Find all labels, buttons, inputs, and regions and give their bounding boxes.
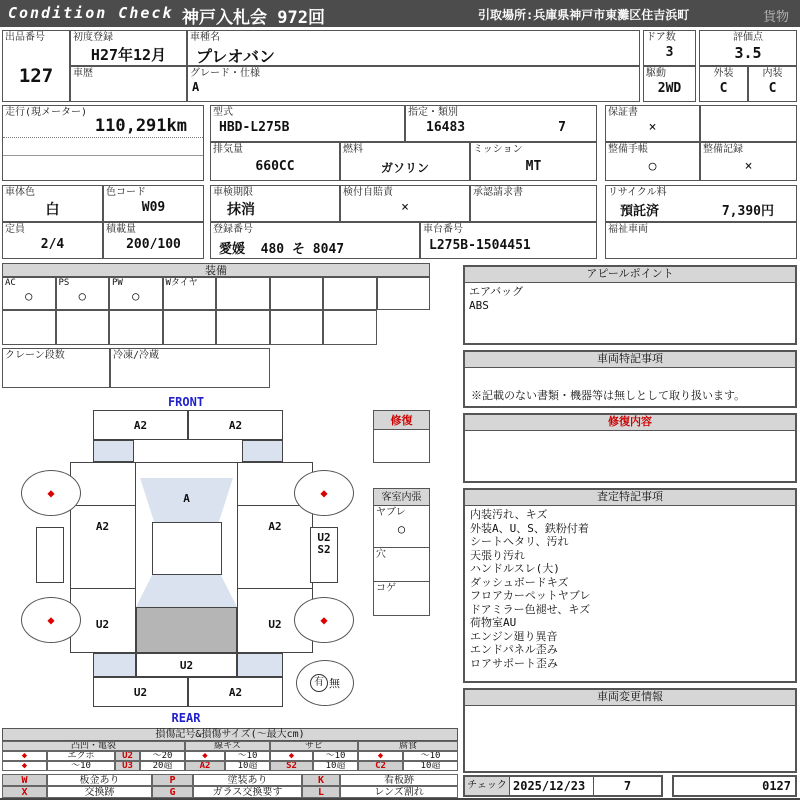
mission-label: ミッション [473,144,523,155]
lot-value: 127 [18,65,54,87]
legend-code-g: G [152,786,193,798]
left-front-panel-label: A2 [95,520,110,533]
assessment-line: ダッシュボードキズ [470,575,569,589]
field-exterior [699,66,748,102]
legend-group-rust: サビ [270,741,358,751]
check-row-box [463,775,663,797]
field-first-reg [70,30,187,66]
field-inspection [210,185,340,222]
field-warranty [605,105,700,142]
legend-r2-code-c2: C2 [358,761,403,771]
assessment-line: フロアカーペットヤブレ [470,589,591,602]
assessment-line: エンジン廻り異音 [470,629,558,643]
legend-r2-size-4: 10超 [313,761,358,771]
legend-code-p: P [152,774,193,786]
interior-row-tear [373,506,430,548]
equipment-ac-label: AC [5,278,16,288]
field-maint-book [605,142,700,181]
field-capacity [2,222,103,259]
assessment-line: シートヘタリ、汚れ [470,535,569,548]
field-mission [470,142,597,181]
rear-bumper-right-panel [188,677,283,707]
history-label: 車歴 [73,68,93,79]
mileage-value: 110,291km [94,116,187,136]
doors-label: ドア数 [646,32,676,43]
legend-desc-k: 看板跡 [340,774,458,786]
wheel-rear-right [294,597,354,643]
equipment-cell-wtire [163,277,217,310]
field-reg-no [210,222,420,259]
maint-record-label: 整備記録 [703,144,743,155]
vehicle-change-header: 車両変更情報 [465,690,795,706]
first-reg-value: H27年12月 [90,46,167,64]
field-model-code [210,105,405,142]
chassis-no-value: L275B-1504451 [429,238,531,253]
insurance-value: × [401,200,409,215]
field-chassis-no [420,222,597,259]
equipment-cell2-3 [109,310,163,345]
reg-no-label: 登録番号 [213,224,253,235]
auction-title: 神戸入札会 972回 [182,8,325,28]
appeal-points-box [463,265,797,345]
legend-r2-code-u3: U3 [115,761,140,771]
assessment-lines [465,506,795,672]
field-displacement [210,142,340,181]
exterior-label: 外装 [713,68,734,79]
legend-r1-size-1: 〜20 [140,751,185,761]
displacement-value: 660CC [255,159,295,174]
right-side-box-line2: S2 [317,543,331,556]
color-code-label: 色コード [106,187,146,198]
check-label: チェック [465,777,510,795]
right-front-panel-label: A2 [268,520,282,533]
wheel-rear-left [21,597,81,643]
legend-r2-size-5: 10超 [403,761,458,771]
front-bumper-right-label: A2 [228,419,243,432]
chassis-no-label: 車台番号 [423,224,463,235]
color-code-value: W09 [141,200,166,215]
presence-yes-circled: 有 [310,674,328,692]
appeal-line-1: エアバッグ [469,285,524,298]
field-history [70,66,187,102]
vehicle-notes-disclaimer: ※記載のない書類・機器等は無しとして取り扱います。 [471,389,746,402]
right-rear-panel-label: U2 [268,618,282,631]
check-code-box: 0127 [672,775,797,797]
grade-value: A [192,80,200,94]
legend-code-l: L [302,786,340,798]
body-hline-left-rear [70,588,135,589]
legend-r2-size-1: 〜10 [47,761,115,771]
assessment-line: 外装A、U、S、鉄粉付着 [470,521,589,535]
check-number: 7 [623,779,632,793]
recycle-fee: 7,390円 [721,204,774,219]
diagram-front-label: FRONT [167,395,205,409]
equipment-cell-empty-1 [216,277,270,310]
field-recycle [605,185,797,222]
legend-r1-diamond-1: ◆ [2,751,47,761]
legend-code-k: K [302,774,340,786]
crane-cell [2,348,110,388]
equipment-pw-value: ○ [132,289,140,303]
interior-burn-label: コゲ [376,583,396,594]
legend-code-w: W [2,774,47,786]
field-mileage [2,105,204,181]
interior-tear-value: ○ [397,522,406,536]
drive-label: 駆動 [646,68,666,79]
field-load [103,222,204,259]
repair-content-box [463,413,797,483]
crane-label: クレーン段数 [5,350,65,361]
equipment-cell2-7 [323,310,377,345]
legend-title: 損傷記号&損傷サイズ(〜最大cm) [2,728,458,741]
assessment-box [463,488,797,683]
windshield-label: A [183,492,190,505]
front-bumper-left-panel [93,410,188,440]
tailgate-panel [136,653,237,677]
first-reg-label: 初度登録 [73,32,113,43]
field-score [699,30,797,66]
front-bumper-right-panel [188,410,283,440]
legend-desc-l: レンズ割れ [340,786,458,798]
field-lot [2,30,70,102]
repair-box-content [373,430,430,463]
vehicle-notes-box [463,350,797,408]
appeal-points-header: アピールポイント [465,267,795,283]
legend-r1-size-3: 〜10 [313,751,358,761]
assessment-line: 荷物室AU [470,616,517,629]
legend-r2-code-s2: S2 [270,761,313,771]
interior-score-label: 内装 [762,68,783,79]
field-interior-score [748,66,797,102]
model-code-value: HBD-L275B [219,120,290,135]
equipment-cell2-1 [2,310,56,345]
legend-desc-w: 板金あり [47,774,152,786]
repair-box-header: 修復 [373,410,430,430]
field-warranty-spare [700,105,797,142]
rear-window-panel [136,575,237,607]
score-value: 3.5 [734,44,762,62]
equipment-cell-ps [56,277,110,310]
class-code-label: 指定・類別 [408,107,458,118]
diagram-rear-label: REAR [171,711,201,725]
headlight-right-panel [242,440,283,462]
model-name-label: 車種名 [190,32,220,43]
wheel-rear-left-damage-mark: ◆ [47,613,55,627]
wheel-front-left [21,470,81,516]
taillight-left-panel [93,653,136,677]
assessment-line: ロアサポート歪み [470,656,558,670]
interior-row-hole [373,548,430,582]
model-code-label: 型式 [213,107,233,118]
doors-value: 3 [665,45,674,60]
tailgate-label: U2 [179,659,194,672]
inspection-value: 抹消 [227,202,255,218]
field-model-name [187,30,640,66]
body-hline-right-rear [237,588,313,589]
right-side-step-panel [310,527,338,583]
field-grade [187,66,640,102]
field-color-code [103,185,204,222]
category-badge: 貨物 [763,10,790,25]
legend-code-x: X [2,786,47,798]
fuel-value: ガソリン [380,161,429,175]
reg-no-value: 愛媛 480 そ 8047 [219,242,345,257]
right-side-box-line1: U2 [317,531,331,544]
equipment-cell2-4 [163,310,217,345]
rear-bumper-left-panel [93,677,188,707]
grade-label: グレード・仕様 [190,68,260,79]
vehicle-notes-header: 車両特記事項 [465,352,795,368]
rear-bumper-right-label: A2 [228,686,243,699]
assessment-header: 査定特記事項 [465,490,795,506]
equipment-ps-label: PS [58,278,70,288]
inspection-label: 車検期限 [213,187,253,198]
assessment-line: ドアミラー色褪せ、キズ [470,602,591,616]
interior-score-value: C [768,81,777,96]
displacement-label: 排気量 [213,144,243,155]
front-bumper-left-label: A2 [133,419,148,432]
wheel-front-left-damage-mark: ◆ [47,486,55,500]
lot-label: 出品番号 [5,32,45,43]
capacity-label: 定員 [5,224,25,235]
left-rear-panel-label: U2 [95,618,110,631]
interior-hole-label: 穴 [376,549,386,560]
maint-book-label: 整備手帳 [608,144,648,155]
legend-r2-diamond-1: ◆ [2,761,47,771]
warranty-label: 保証書 [608,107,638,118]
equipment-cell-ac [2,277,56,310]
class-code-value2: 7 [558,120,566,135]
legend-r2-size-2: 20超 [140,761,185,771]
pickup-location: 引取場所:兵庫県神戸市東灘区住吉浜町 [478,8,690,22]
interior-box-header: 客室内張 [373,488,430,506]
warranty-value: × [648,120,657,135]
body-color-label: 車体色 [5,187,35,198]
equipment-cell2-2 [56,310,110,345]
check-date: 2025/12/23 [510,777,594,795]
field-insurance [340,185,470,222]
equipment-ac-value: ○ [25,289,33,303]
field-fuel [340,142,470,181]
load-value: 200/100 [126,237,181,252]
field-drive [643,66,696,102]
presence-no: 無 [329,677,340,690]
insurance-label: 検付自賠責 [343,187,393,198]
field-approval [470,185,597,222]
repair-content-header: 修復内容 [465,415,795,431]
cargo-bed-panel [136,607,237,653]
mission-value: MT [525,159,542,174]
field-body-color [2,185,103,222]
legend-r1-dimple: エクボ [47,751,115,761]
equipment-cell-empty-2 [270,277,324,310]
legend-group-scratch: 線キズ [185,741,270,751]
fridge-cell [110,348,270,388]
rear-bumper-left-label: U2 [133,686,148,699]
load-label: 積載量 [106,224,136,235]
interior-row-burn [373,582,430,616]
exterior-value: C [719,81,728,96]
approval-label: 承認請求書 [473,187,523,198]
equipment-cell-empty-3 [323,277,377,310]
left-side-step-panel [36,527,64,583]
appeal-line-2: ABS [469,299,489,312]
fridge-label: 冷凍/冷蔵 [113,350,160,361]
equipment-pw-label: PW [112,278,123,288]
vehicle-change-box [463,688,797,773]
recycle-label: リサイクル料 [608,187,667,198]
field-doors [643,30,696,66]
equipment-wtire-label: Wタイヤ [165,278,198,288]
legend-r2-code-a2: A2 [185,761,225,771]
body-color-value: 白 [45,202,60,218]
equipment-cell2-5 [216,310,270,345]
fuel-label: 燃料 [343,144,363,155]
capacity-value: 2/4 [40,237,65,252]
legend-r1-code-u2: U2 [115,751,140,761]
model-name-value: プレオバン [196,47,276,66]
maint-record-value: × [744,159,753,174]
equipment-ps-value: ○ [78,289,86,303]
equipment-header: 装備 [2,263,430,277]
legend-r2-size-3: 10超 [225,761,270,771]
legend-r1-size-4: 〜10 [403,751,458,761]
legend-r1-diamond-2: ◆ [185,751,225,761]
headlight-left-panel [93,440,134,462]
brand-logo: Condition Check [8,4,174,22]
field-class-code [405,105,597,142]
drive-value: 2WD [657,81,682,96]
recycle-status: 預託済 [620,204,660,219]
assessment-line: エンドパネル歪み [470,643,558,656]
legend-r1-diamond-3: ◆ [270,751,313,761]
score-label: 評価点 [733,32,763,43]
legend-group-dents: 凸凹・亀裂 [2,741,185,751]
legend-desc-p: 塗装あり [193,774,302,786]
field-maint-record [700,142,797,181]
legend-desc-g: ガラス交換要す [193,786,302,798]
welfare-label: 福祉車両 [608,224,648,235]
mileage-divider-solid [3,155,203,156]
equipment-cell-pw [109,277,163,310]
equipment-cell-empty-4 [377,277,431,310]
mileage-divider-dotted [3,137,203,138]
wheel-rear-right-damage-mark: ◆ [320,613,328,627]
presence-badge [296,660,354,706]
legend-group-corrosion: 腐食 [358,741,458,751]
assessment-line: ハンドルスレ(大) [470,562,560,575]
equipment-cell2-6 [270,310,324,345]
wheel-front-right-damage-mark: ◆ [320,486,328,500]
legend-r1-size-2: 〜10 [225,751,270,761]
class-code-value1: 16483 [426,120,466,135]
mileage-label: 走行(現メーター) [5,107,88,118]
wheel-front-right [294,470,354,516]
maint-book-value: ○ [648,159,657,174]
interior-tear-label: ヤブレ [376,507,406,518]
taillight-right-panel [237,653,283,677]
field-welfare [605,222,797,259]
header-bar [0,0,800,27]
assessment-line: 天張り汚れ [470,548,525,562]
legend-r1-diamond-4: ◆ [358,751,403,761]
body-hline-left-front [70,505,135,506]
legend-desc-x: 交換跡 [47,786,152,798]
assessment-line: 内装汚れ、キズ [470,508,548,521]
cabin-roof-panel [152,522,222,575]
